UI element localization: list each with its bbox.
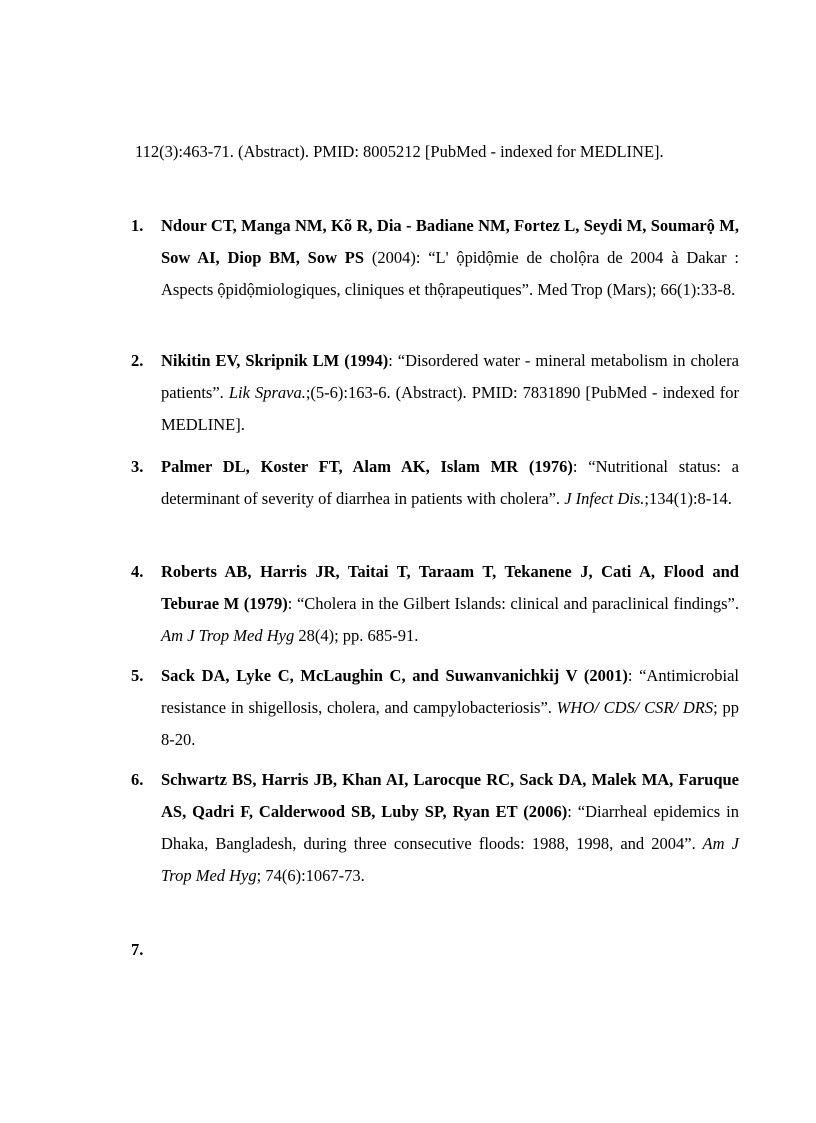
reference-details: 28(4); pp. 685-91. xyxy=(294,626,419,645)
reference-item xyxy=(131,210,739,306)
reference-continuation xyxy=(135,136,739,168)
reference-number: 1. xyxy=(131,216,144,235)
reference-title: : “Disordered water - mineral metabolism in cholera patients”. xyxy=(161,351,739,402)
reference-journal: Am J Trop Med Hyg xyxy=(161,626,295,645)
reference-authors: Palmer DL, Koster FT, Alam AK, Islam MR xyxy=(161,457,519,476)
reference-title: : “Diarrheal epidemics in Dhaka, Bangladesh, during three consecutive floods: 1988, 1998, and 2004”. xyxy=(161,802,739,853)
reference-number: 4. xyxy=(131,562,144,581)
reference-details: ; pp 8-20. xyxy=(161,698,739,749)
reference-authors: Sack DA, Lyke C, McLaughin C, and Suwanvanichkij V xyxy=(161,666,578,685)
reference-item xyxy=(131,451,739,515)
reference-authors: Schwartz BS, Harris JB, Khan AI, Larocque RC, Sack DA, Malek MA, Faruque AS, Qadri F, Calderwood SB, Luby SP, Ryan ET xyxy=(161,770,739,821)
reference-year: (1976) xyxy=(518,457,573,476)
reference-title: : “Cholera in the Gilbert Islands: clinical and paraclinical findings”. xyxy=(287,594,739,613)
reference-details: ;(5-6):163-6. (Abstract). PMID: 7831890 [PubMed - indexed for MEDLINE]. xyxy=(161,383,739,434)
reference-year: (2001) xyxy=(577,666,628,685)
reference-number: 3. xyxy=(131,457,144,476)
reference-title: “L' ộpidộmie de cholộra de 2004 à Dakar : Aspects ộpidộmiologiques, cliniques et thộrapeutiques”. xyxy=(161,248,739,299)
reference-authors: Nikitin EV, Skripnik LM xyxy=(161,351,340,370)
continuation-text: 112(3):463-71. (Abstract). PMID: 8005212 [PubMed - indexed for MEDLINE]. xyxy=(135,142,664,161)
reference-item xyxy=(131,764,739,892)
reference-year: (2004): xyxy=(364,248,429,267)
reference-number: 5. xyxy=(131,666,144,685)
reference-authors: Ndour CT, Manga NM, Kõ R, Dia - Badiane NM, Fortez L, Seydi M, Soumarộ M, Sow AI, Diop BM, Sow PS xyxy=(161,216,739,267)
reference-journal: Am J Trop Med Hyg xyxy=(161,834,739,885)
reference-details: ;134(1):8-14. xyxy=(644,489,732,508)
reference-year: (2006) xyxy=(517,802,568,821)
reference-item xyxy=(131,345,739,441)
reference-title: : “Antimicrobial resistance in shigellosis, cholera, and campylobacteriosis”. xyxy=(161,666,739,717)
reference-item xyxy=(131,556,739,652)
reference-year: (1994) xyxy=(339,351,389,370)
reference-title: : “Nutritional status: a determinant of severity of diarrhea in patients with cholera”. xyxy=(161,457,739,508)
reference-number: 7. xyxy=(131,940,144,959)
reference-details: Med Trop (Mars); 66(1):33-8. xyxy=(533,280,736,299)
reference-journal: J Infect Dis. xyxy=(560,489,645,508)
reference-number: 2. xyxy=(131,351,144,370)
reference-year: (1979) xyxy=(239,594,288,613)
reference-journal: WHO/ CDS/ CSR/ DRS xyxy=(551,698,714,717)
reference-number: 6. xyxy=(131,770,144,789)
reference-details: ; 74(6):1067-73. xyxy=(256,866,365,885)
reference-item xyxy=(131,660,739,756)
reference-authors: Roberts AB, Harris JR, Taitai T, Taraam T, Tekanene J, Cati A, Flood and Teburae M xyxy=(161,562,739,613)
reference-journal: Lik Sprava. xyxy=(223,383,306,402)
